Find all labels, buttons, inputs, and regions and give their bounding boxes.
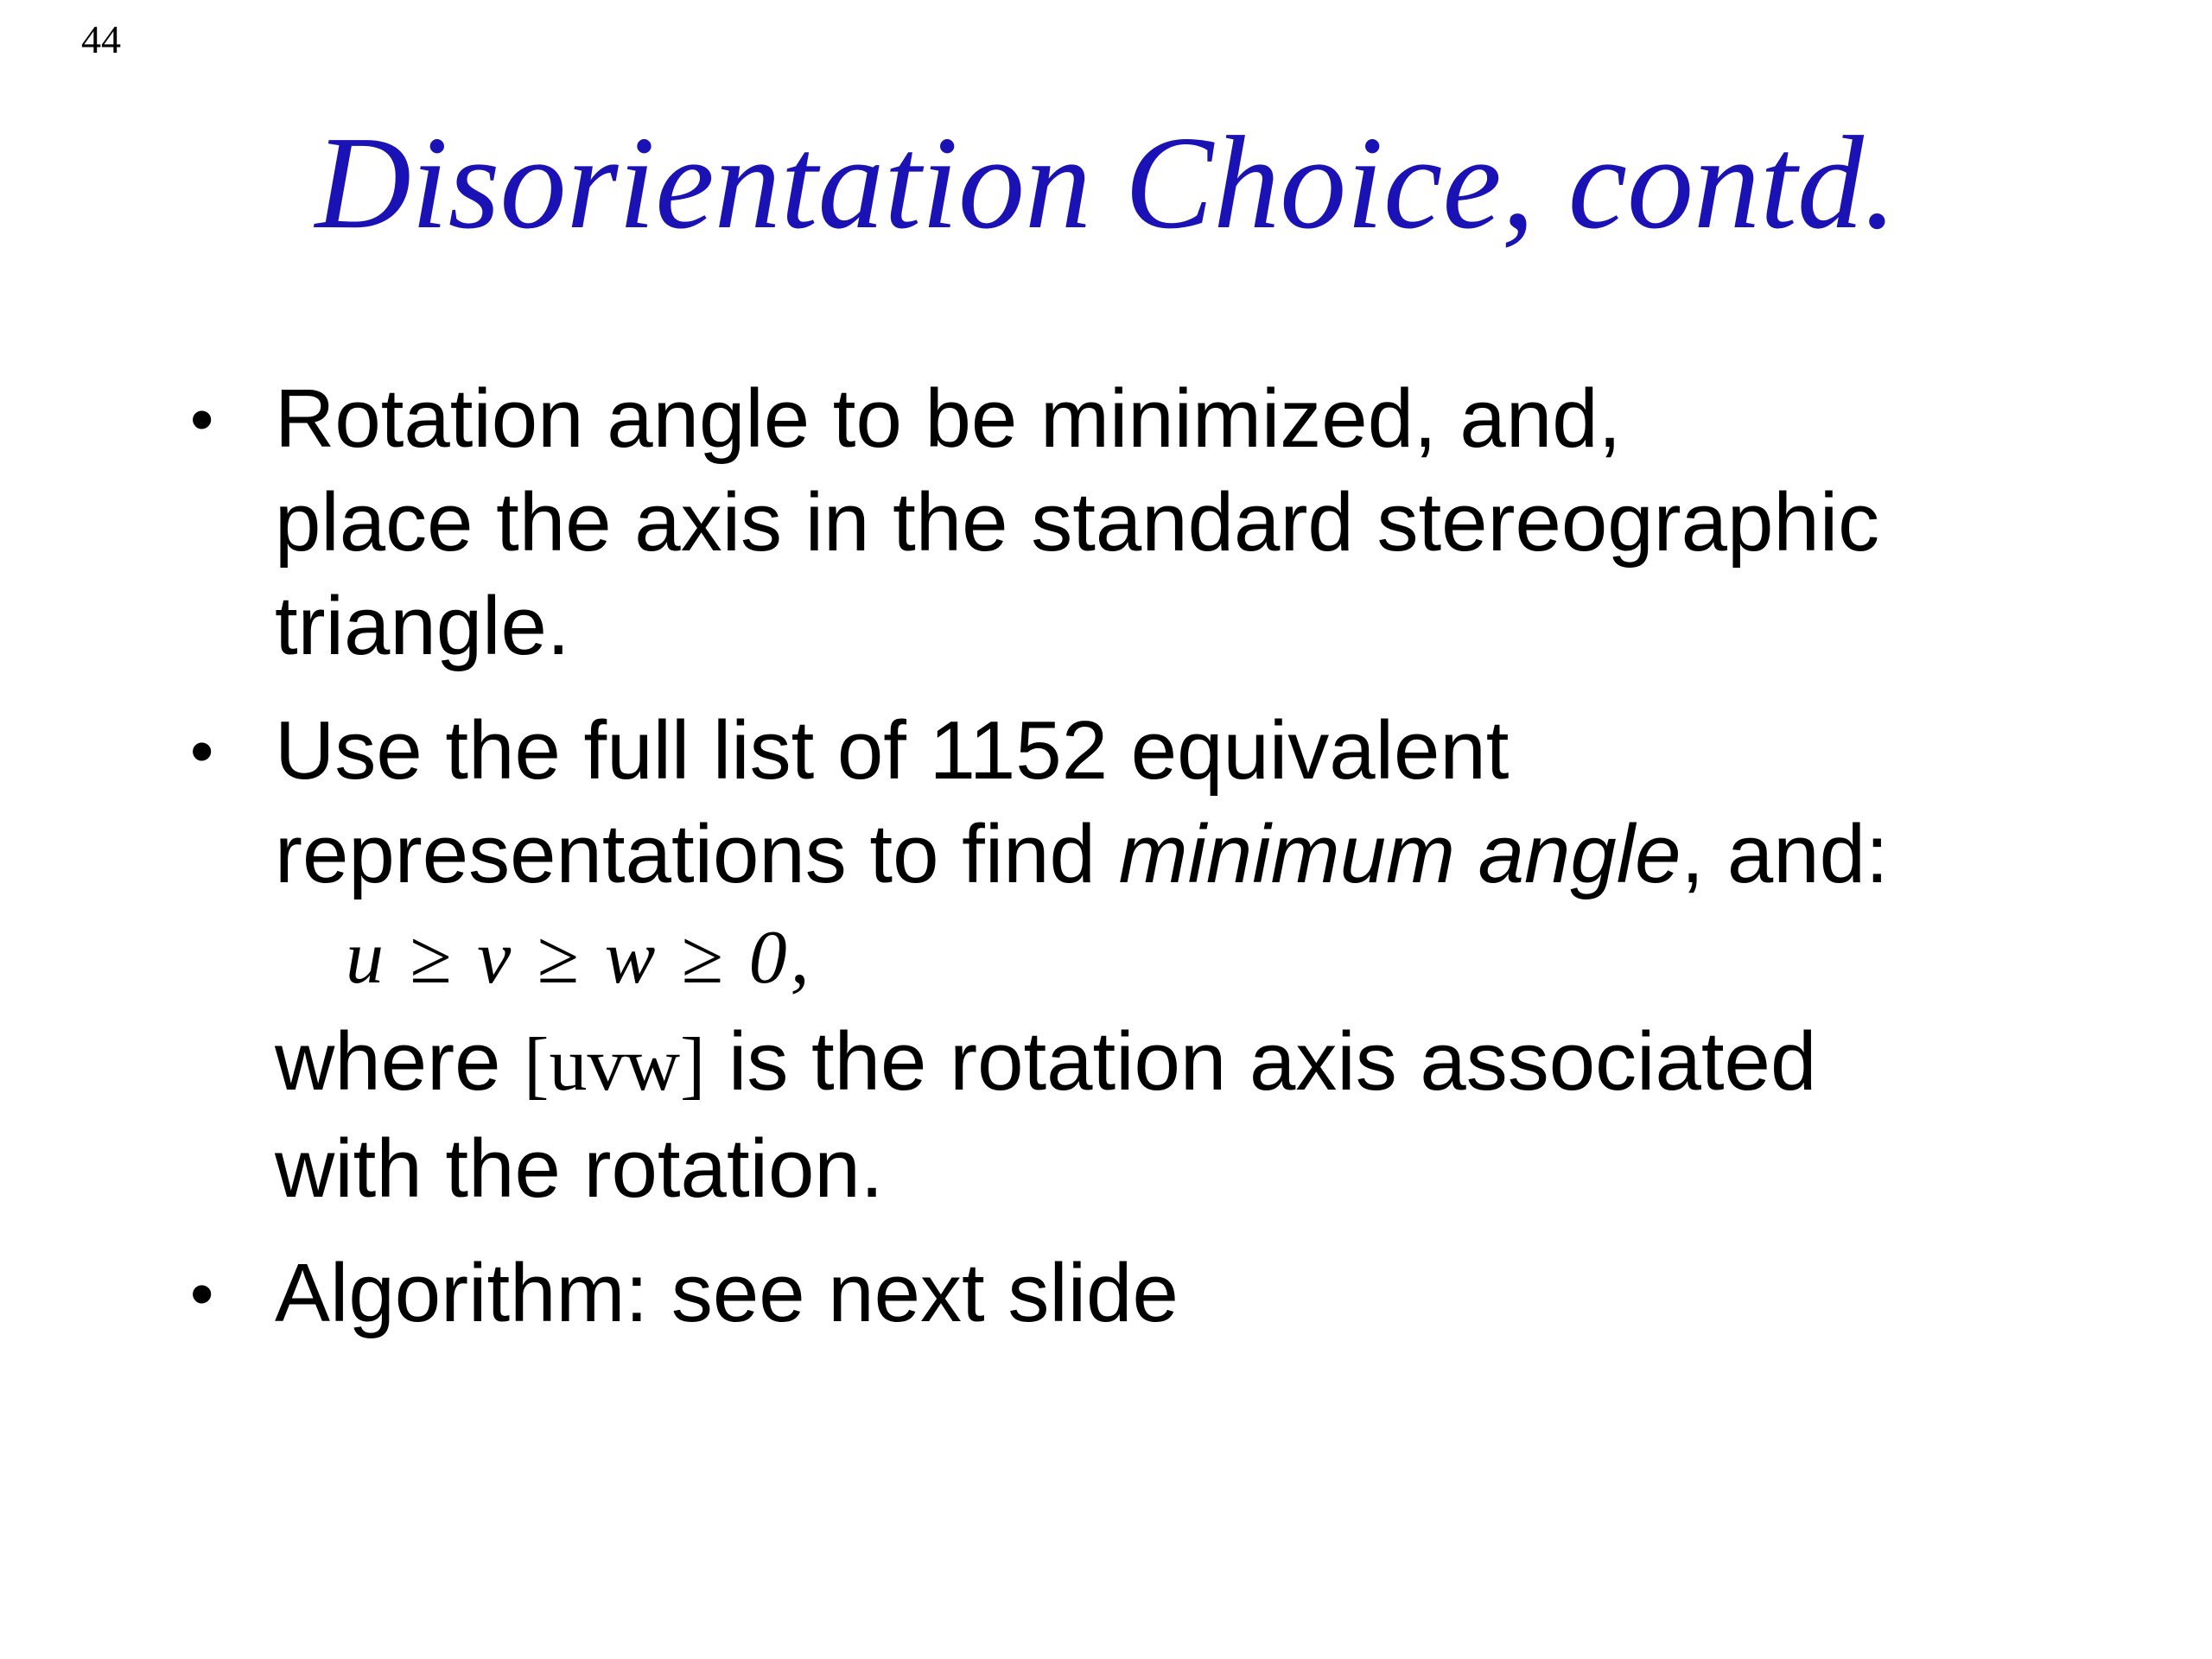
- math-inequality: u ≥ v ≥ w ≥ 0,: [346, 916, 813, 1000]
- bullet-item-rotation-angle: [190, 367, 2048, 678]
- bullet-text: , and:: [1681, 808, 1889, 900]
- bullet-text: representations to find: [275, 808, 1119, 900]
- slide-title: Disorientation Choice, contd.: [315, 110, 1897, 257]
- slide-number: 44: [81, 17, 121, 61]
- bullet-list: [190, 367, 2048, 1345]
- bullet-dot: •: [190, 713, 214, 789]
- bullet-line: triangle.: [275, 580, 570, 672]
- bullet-line: Use the full list of 1152 equivalent: [275, 704, 1510, 797]
- bullet-line: with the rotation.: [275, 1122, 884, 1215]
- bullet-dot: •: [190, 1255, 214, 1332]
- bullet-dot: •: [190, 381, 214, 457]
- bullet-line: Rotation angle to be minimized, and,: [275, 372, 1622, 465]
- bullet-text: where: [275, 1015, 524, 1108]
- bullet-line: [275, 803, 2048, 906]
- bullet-line: Algorithm: see next slide: [275, 1247, 1179, 1339]
- bullet-item-equivalent-representations: [190, 699, 2048, 1221]
- bullet-item-algorithm: [190, 1242, 2048, 1345]
- emphasis-text: minimum angle: [1118, 808, 1681, 900]
- bullet-line: place the axis in the standard stereographic: [275, 476, 1880, 569]
- bullet-line: [275, 1010, 2048, 1117]
- bullet-text: is the rotation axis associated: [705, 1015, 1817, 1108]
- axis-symbol: [uvw]: [524, 1023, 706, 1107]
